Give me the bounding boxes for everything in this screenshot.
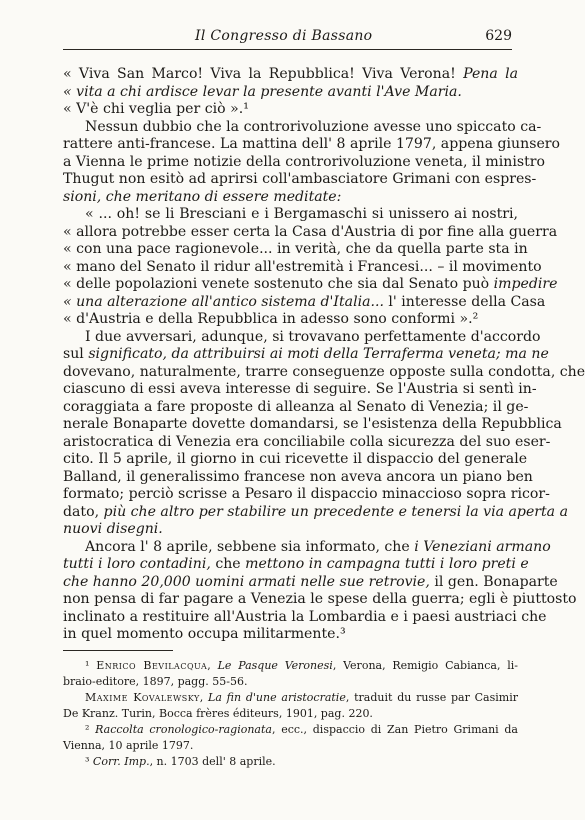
footnote-text: , ecc., dispaccio di Zan Pietro Grimani da [271,723,518,736]
body-text: I due avversari, adunque, si trovavano perfettamente d'accordo [85,328,541,345]
body-text: che hanno 20,000 uomini armati nelle sue retrovie, [63,573,430,590]
footnote-line [63,690,518,706]
running-header [63,28,512,48]
body-line [63,189,518,207]
body-text: dato, [63,503,104,520]
footnote-text: ¹ [85,659,97,672]
body-text: impedire [493,276,558,292]
footnote-text: , Verona, Remigio Cabianca, li- [332,659,519,672]
footnote-line [63,658,518,674]
body-text: « vita a chi ardisce levar la presente avanti l'Ave Maria. [63,83,462,100]
body-line [63,293,546,312]
body-text: cito. Il 5 aprile, il giorno in cui ricevette il dispaccio del generale [63,451,528,467]
body-line [63,153,545,172]
body-line [63,608,547,627]
body-line [63,66,518,84]
footnote-rule [63,650,173,651]
footnotes [63,658,518,770]
body-line [63,258,542,277]
body-text: sul [63,346,89,362]
body-line [63,486,550,504]
body-line [63,503,568,522]
body-text: il gen. Bonaparte [429,573,558,590]
body-text: « ... oh! se li Bresciani e i Bergamaschi si unissero ai nostri, [85,206,518,222]
body-text: « una alterazione all'antico sistema d'Italia... [63,293,384,310]
body-text: rattere anti-francese. La mattina dell' 8 aprile 1797, appena giunsero [63,136,561,152]
body-text: sioni, che meritano di essere meditate: [63,188,342,205]
body-text: non pensa di far pagare a Venezia le spese della guerra; egli è piuttosto [63,591,577,607]
body-text: inclinato a restituire all'Austria la Lombardia e i paesi austriaci che [63,608,547,625]
body-line [63,416,562,434]
body-line [63,328,541,347]
body-text: « mano del Senato il ridur all'estremità i Francesi... – il movimento [63,258,542,275]
footnote-text: Raccolta cronologico-ragionata [95,723,272,736]
body-text: « V'è chi veglia per ciò ».¹ [63,101,249,117]
body-text: Thugut non esitò ad aprirsi coll'ambasciatore Grimani con espres- [63,171,537,187]
footnote-text: braio-editore, 1897, pagg. 55-56. [63,675,248,688]
footnote-text: Enrico Bevilacqua [96,659,208,672]
body-text: Nessun dubbio che la controrivoluzione avesse uno spiccato ca- [85,118,542,135]
footnote-text: Corr. Imp. [92,755,150,768]
body-text: in quel momento occupa militarmente.³ [63,626,346,642]
footnote-text: Maxime Kovalewsky [85,691,200,704]
body-line [63,276,558,294]
body-line [63,468,533,487]
body-line [63,556,529,574]
body-line [63,206,518,224]
body-text: Ancora l' 8 aprile, sebbene sia informato, che [85,538,415,555]
body-text: « Viva San Marco! Viva la Repubblica! Viva Verona! [63,66,464,82]
footnote-text: , n. 1703 dell' 8 aprile. [149,755,276,768]
body-line [63,573,558,592]
body-text: mettono in campagna tutti i loro preti e [245,556,529,572]
body-line [63,363,585,382]
body-line [63,84,518,102]
body-text: i Veneziani armano [414,538,551,555]
body-line [63,311,518,329]
body-text: l' interesse della Casa [383,293,546,310]
body-text: Pena la [463,66,518,82]
body-line [63,538,551,557]
body-text: che [210,556,246,572]
footnote-text: La fin d'une aristocratie [208,691,346,704]
body-line [63,118,542,137]
body-line [63,398,529,417]
body-text: a Vienna le prime notizie della controrivoluzione veneta, il ministro [63,153,545,170]
footnote-line [63,738,518,754]
footnote-text: , traduit du russe par Casimir [345,691,518,704]
body-line [63,521,518,539]
header-title: Il Congresso di Bassano [195,28,373,44]
footnote-line [63,722,518,738]
body-text: nerale Bonaparte dovette domandarsi, se l'esistenza della Repubblica [63,416,562,432]
body-line [63,223,558,242]
body-text: dovevano, naturalmente, trarre conseguenze opposte sulla condotta, che [63,363,585,380]
body-text: aristocratica di Venezia era conciliabile colla sicurezza del suo eser- [63,433,551,450]
body-text: « delle popolazioni venete sostenuto che sia dal Senato può [63,276,494,292]
body-text [63,66,585,644]
body-text: formato; perciò scrisse a Pesaro il dispaccio minaccioso sopra ricor- [63,486,550,502]
header-rule [63,49,512,50]
footnote-line [63,706,518,722]
footnote-text: De Kranz. Turin, Bocca frères éditeurs, 1901, pag. 220. [63,707,373,720]
body-text: più che altro per stabilire un precedente e tenersi la via aperta a [103,503,568,520]
body-text: « d'Austria e della Repubblica in adesso sono conformi ».² [63,311,479,327]
body-line [63,626,518,644]
body-text: « con una pace ragionevole... in verità, che da quella parte sta in [63,241,528,257]
footnote-text: ³ [85,755,93,768]
body-text: nuovi disegni. [63,521,163,537]
body-line [63,171,537,189]
footnote-text: Le Pasque Veronesi [217,659,333,672]
body-text: significato, da attribuirsi ai moti della Terraferma veneta; ma ne [88,346,549,362]
footnote-line [63,754,518,770]
body-text: ciascuno di essi aveva interesse di seguire. Se l'Austria si sentì in- [63,381,537,397]
body-line [63,451,528,469]
body-line [63,101,518,119]
footnote-line [63,674,518,690]
footnote-text: Vienna, 10 aprile 1797. [63,739,194,752]
body-text: tutti i loro contadini, [63,556,211,572]
footnote-text: , [199,691,209,704]
body-text: coraggiata a fare proposte di alleanza al Senato di Venezia; il ge- [63,398,529,415]
body-line [63,241,528,259]
body-line [63,433,551,452]
body-text: « allora potrebbe esser certa la Casa d'Austria di por fine alla guerra [63,223,558,240]
footnote-text: , [207,659,218,672]
page-number: 629 [485,28,512,44]
body-line [63,591,577,609]
body-line [63,346,549,364]
body-line [63,381,537,399]
footnote-text: ² [85,723,96,736]
body-line [63,136,561,154]
body-text: Balland, il generalissimo francese non aveva ancora un piano ben [63,468,533,485]
